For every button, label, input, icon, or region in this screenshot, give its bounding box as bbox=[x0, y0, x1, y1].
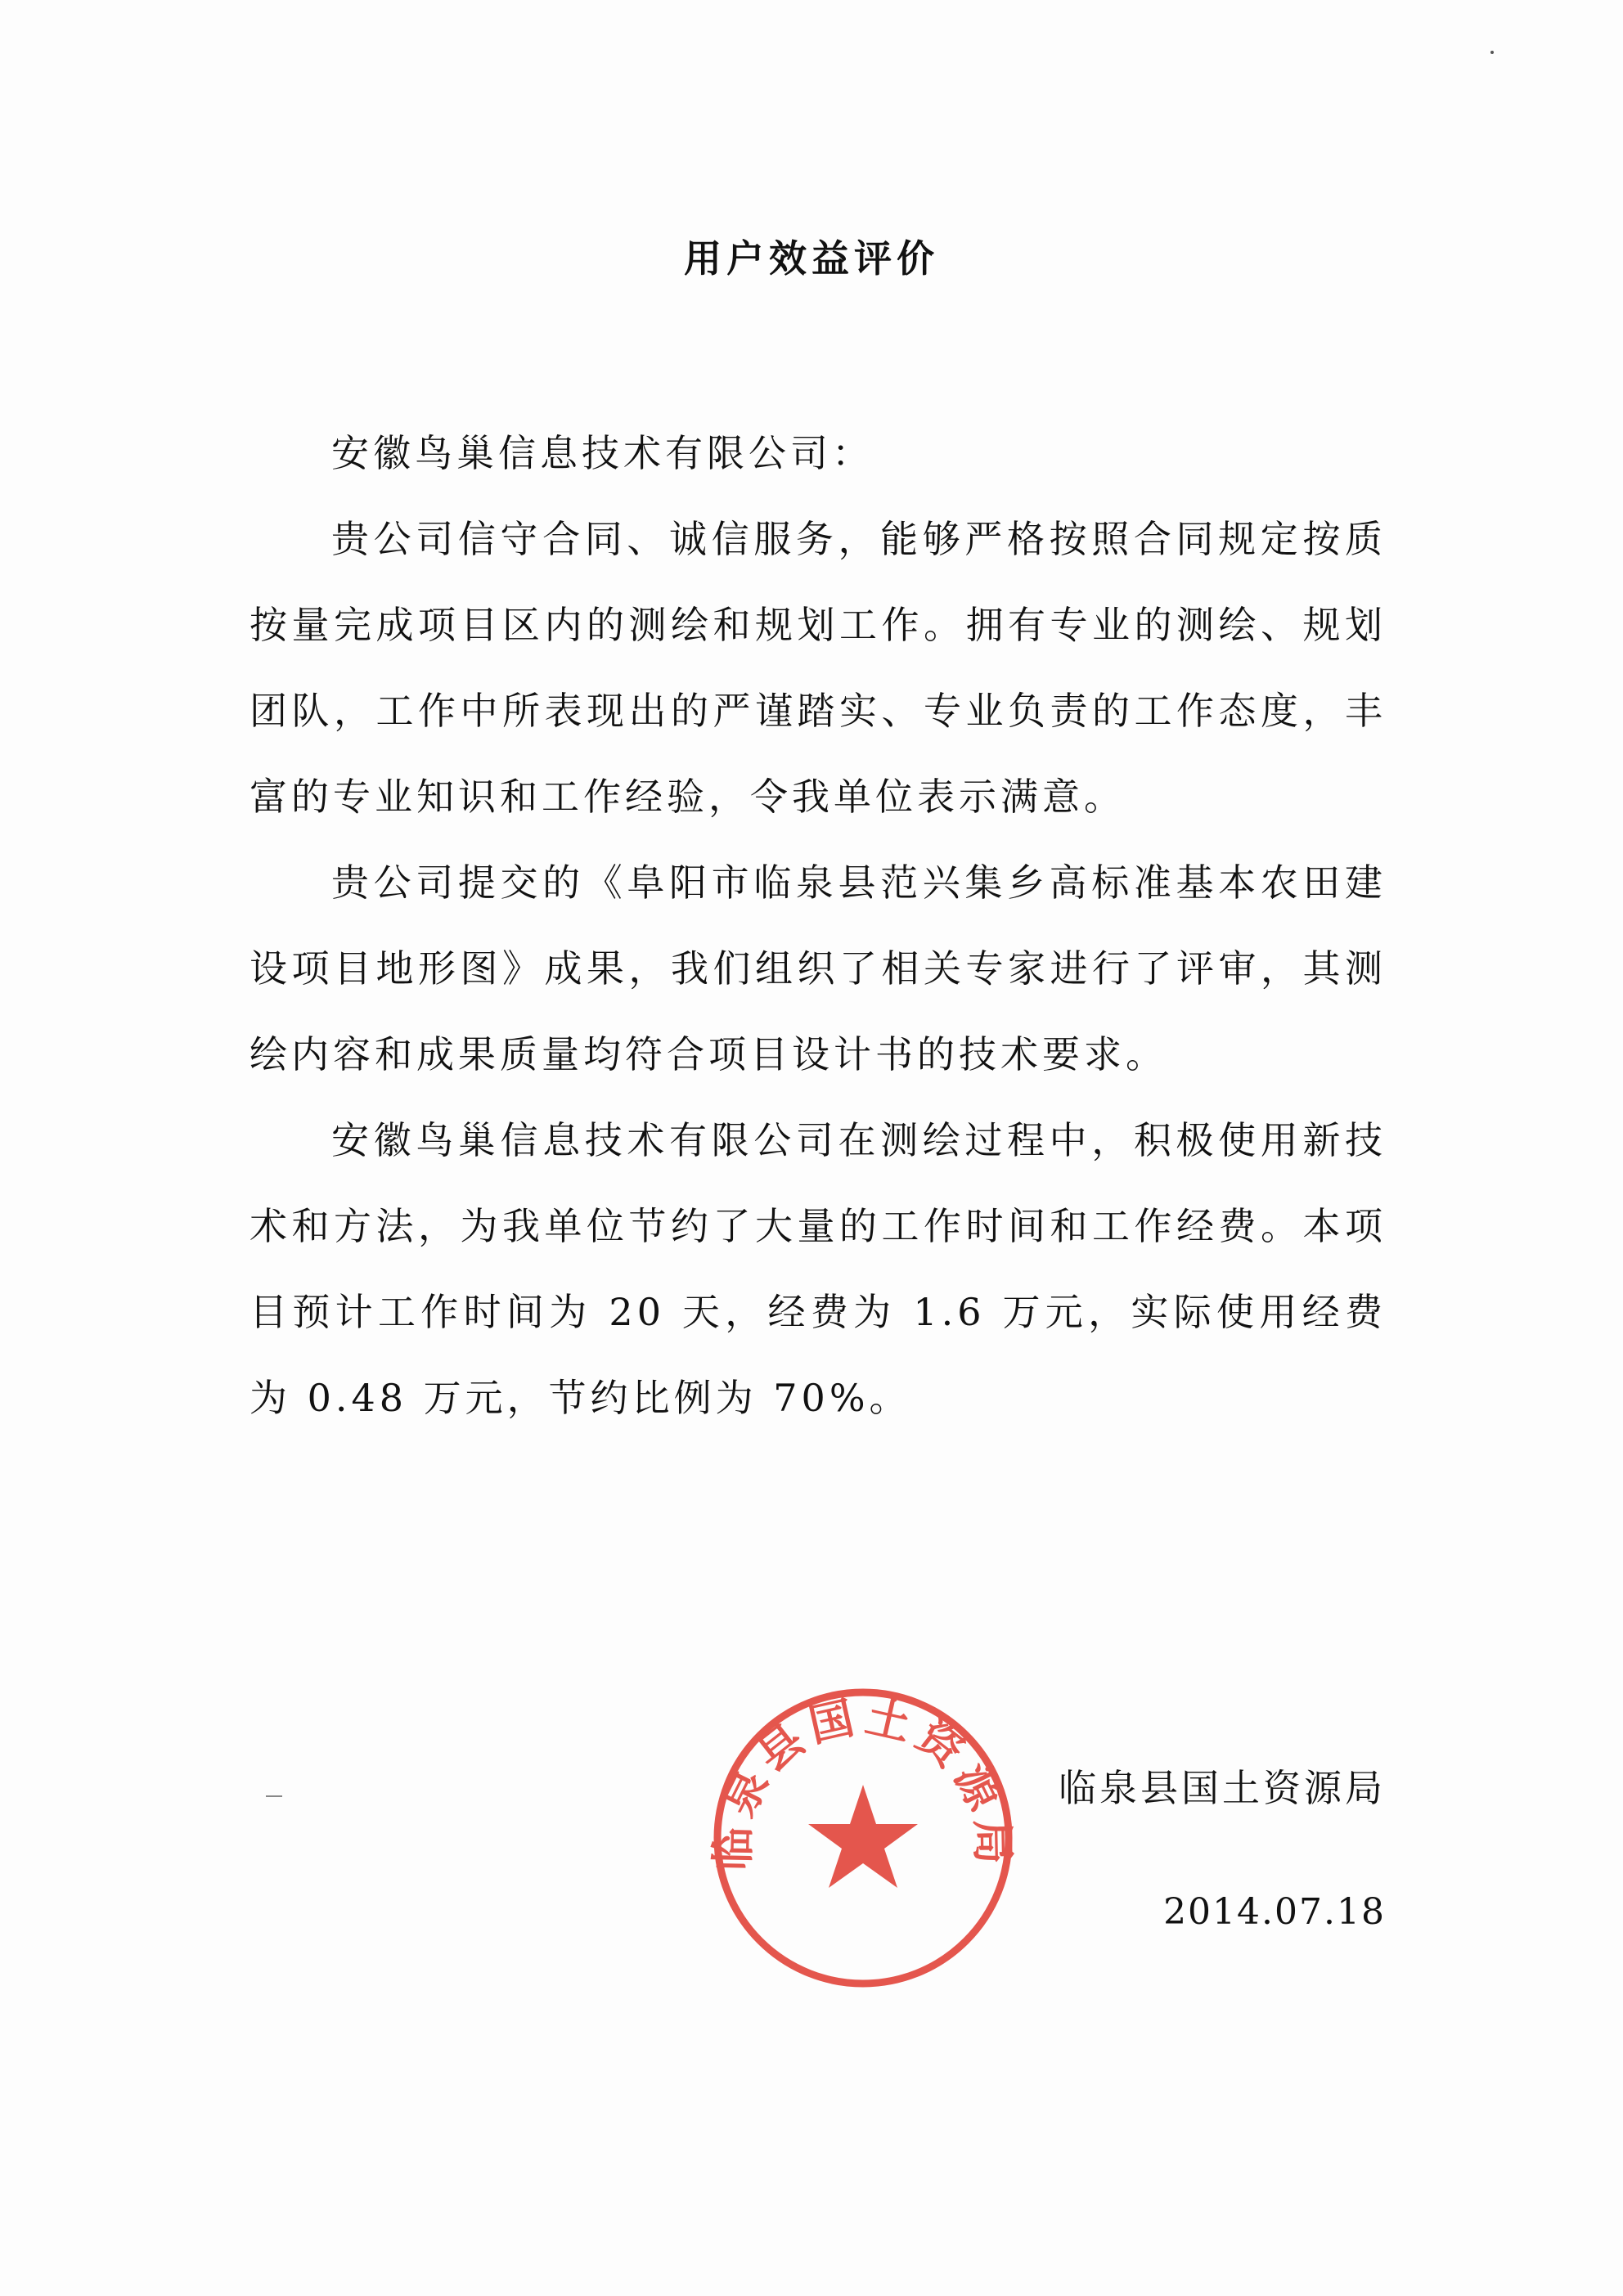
document-title: 用户效益评价 bbox=[684, 236, 939, 281]
salutation: 安徽鸟巢信息技术有限公司： bbox=[331, 431, 874, 475]
seal-star-icon bbox=[808, 1785, 918, 1888]
scan-speck bbox=[1490, 51, 1494, 54]
scan-mark bbox=[266, 1795, 282, 1797]
paragraph-3: 安徽鸟巢信息技术有限公司在测绘过程中，积极使用新技术和方法，为我单位节约了大量的工作时间和工作经费。本项目预计工作时间为 20 天，经费为 1.6 万元，实际使用经费为 0.48 万元，节约比例为 70%。 bbox=[250, 1118, 1387, 1420]
seal-text: 临泉县国土资源局 bbox=[706, 1689, 1020, 1871]
issue-date: 2014.07.18 bbox=[1163, 1891, 1386, 1933]
official-seal bbox=[704, 1678, 1023, 1997]
paragraph-1: 贵公司信守合同、诚信服务，能够严格按照合同规定按质按量完成项目区内的测绘和规划工作。拥有专业的测绘、规划团队，工作中所表现出的严谨踏实、专业负责的工作态度，丰富的专业知识和工作经验，令我单位表示满意。 bbox=[250, 517, 1387, 819]
paragraph-2: 贵公司提交的《阜阳市临泉县范兴集乡高标准基本农田建设项目地形图》成果，我们组织了相关专家进行了评审，其测绘内容和成果质量均符合项目设计书的技术要求。 bbox=[250, 860, 1387, 1076]
document-body bbox=[250, 411, 1387, 1441]
issuer-name: 临泉县国土资源局 bbox=[1059, 1766, 1386, 1810]
